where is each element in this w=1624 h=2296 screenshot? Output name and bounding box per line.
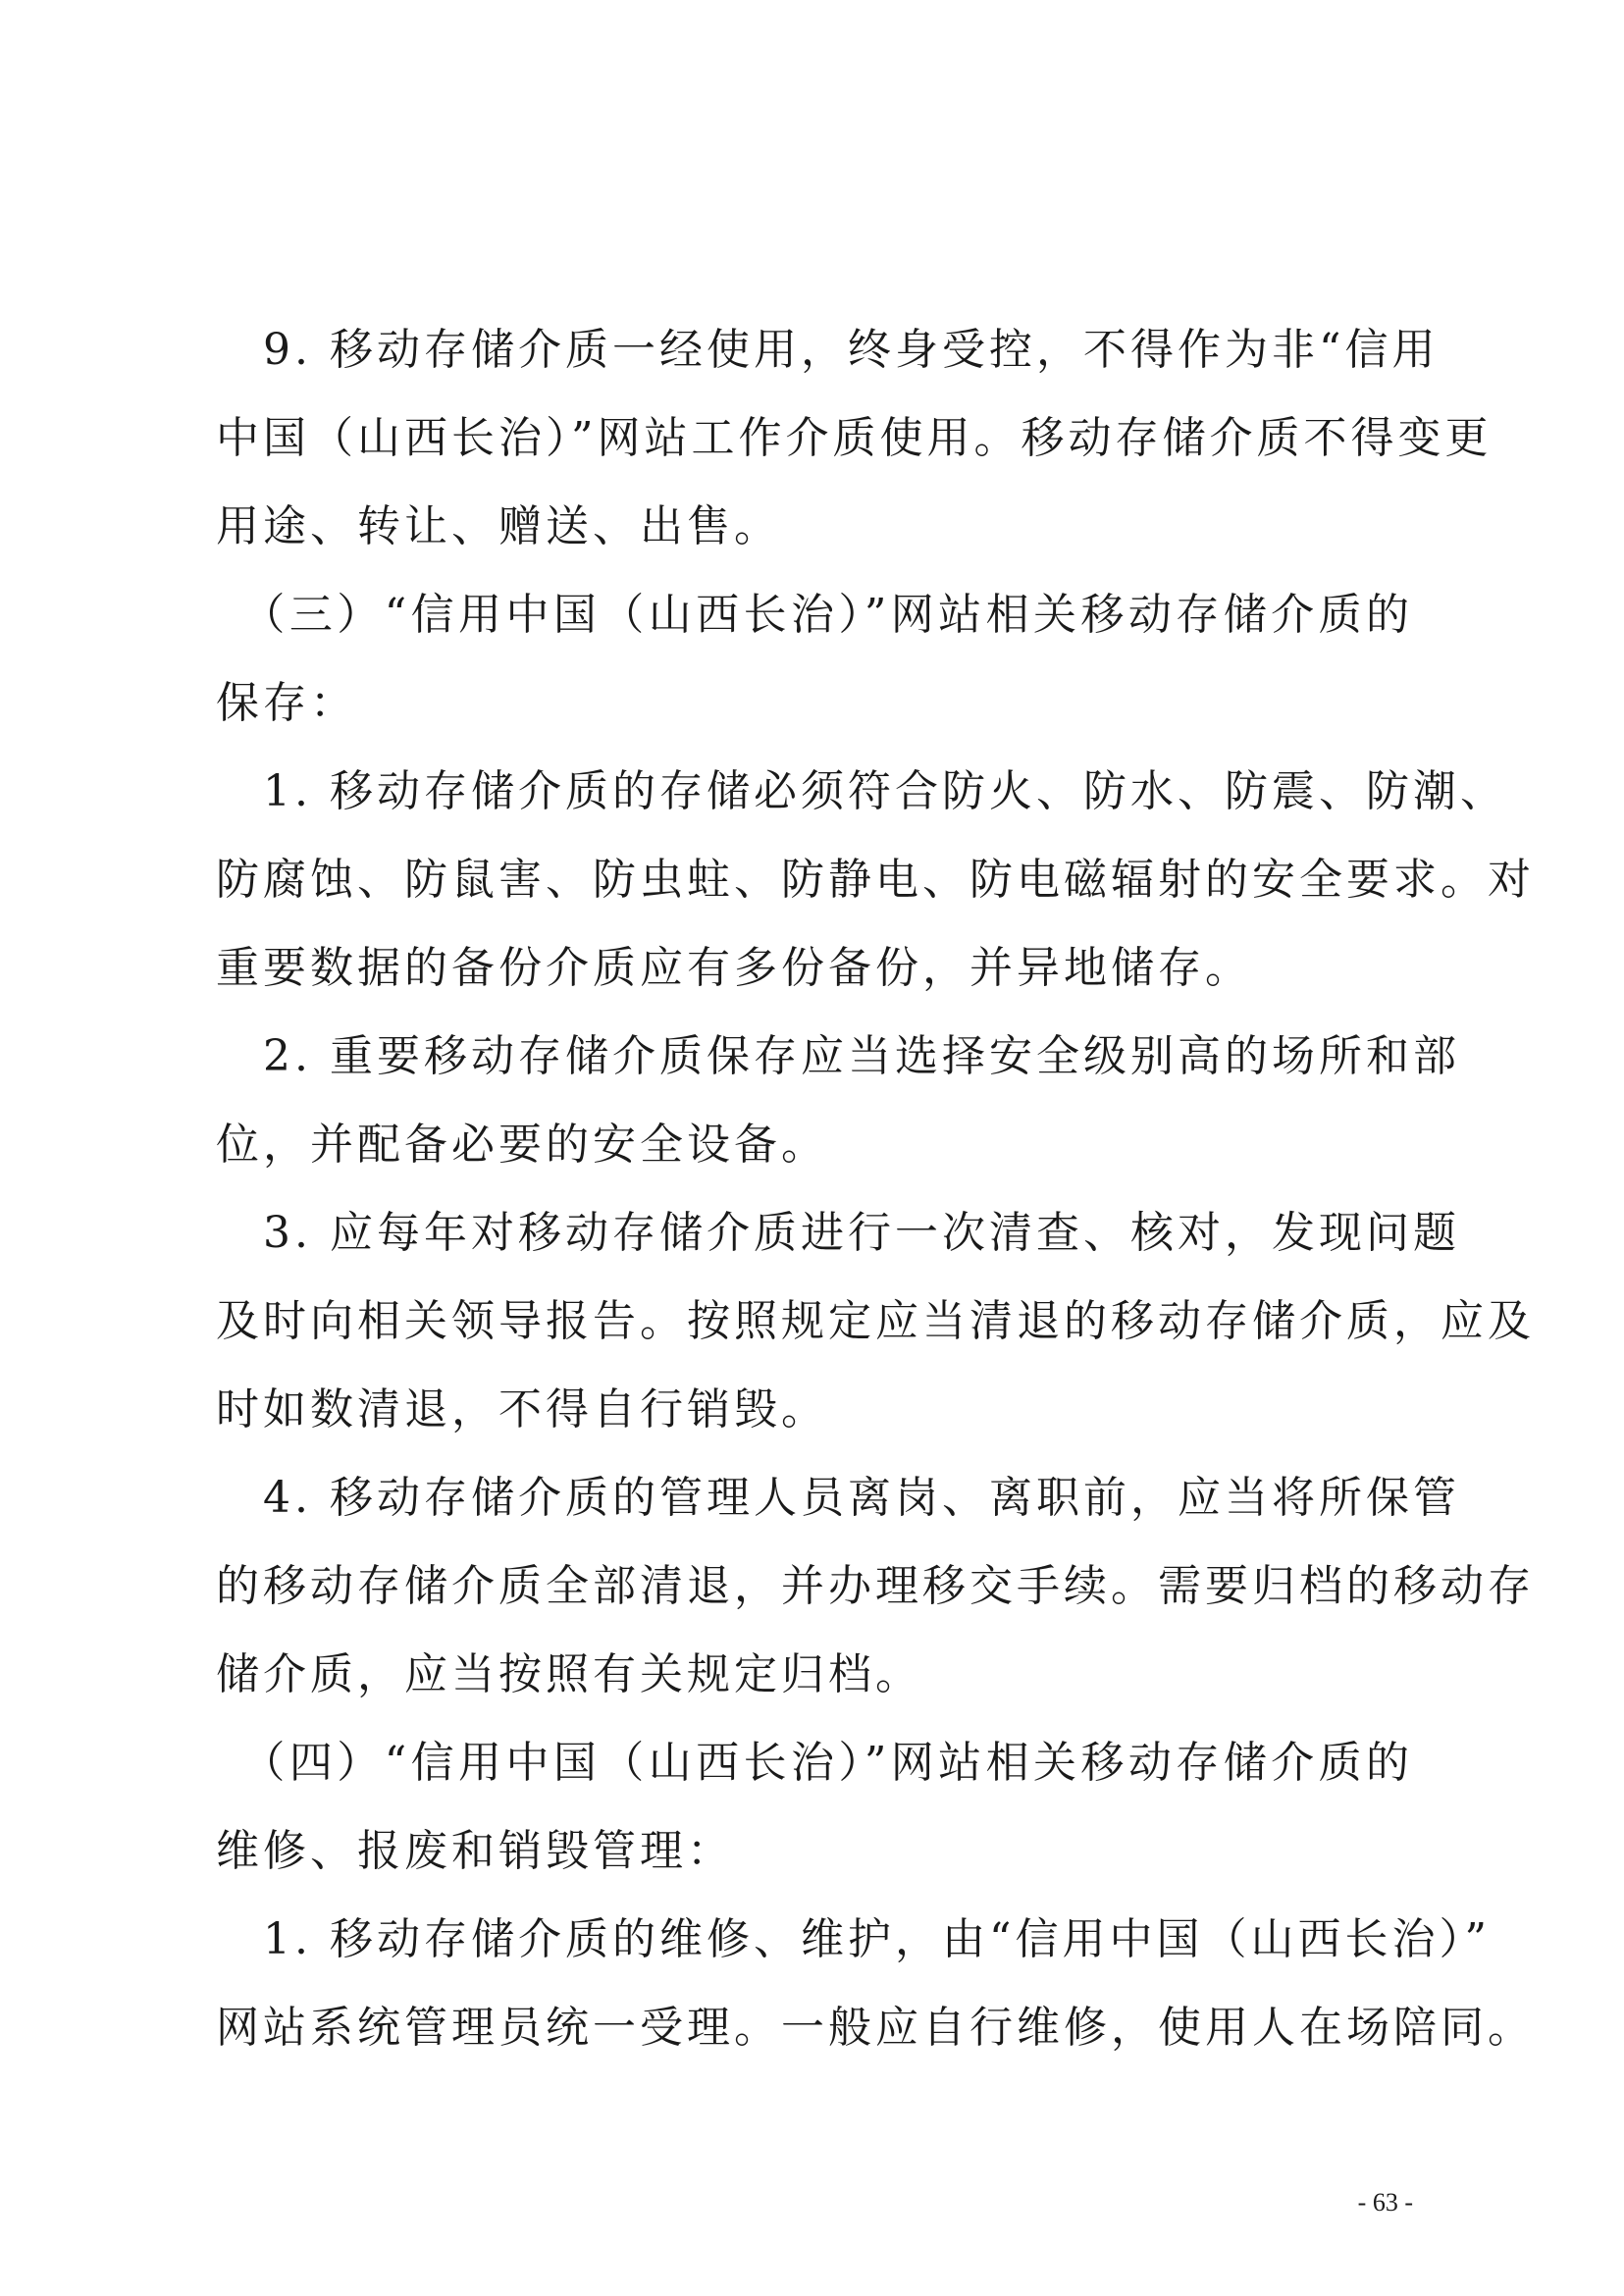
text-line: 1. 移动存储介质的维修、维护，由“信用中国（山西长治）” [216, 1914, 1491, 1964]
text-line: 重要数据的备份介质应有多份备份，并异地储存。 [216, 943, 1252, 993]
text-line: 9. 移动存储介质一经使用，终身受控，不得作为非“信用 [216, 325, 1440, 375]
text-line: 及时向相关领导报告。按照规定应当清退的移动存储介质，应及 [216, 1296, 1535, 1346]
text-line: 时如数清退，不得自行销毁。 [216, 1384, 828, 1435]
section-heading-line: （三）“信用中国（山西长治）”网站相关移动存储介质的 [216, 590, 1413, 640]
section-heading-line: （四）“信用中国（山西长治）”网站相关移动存储介质的 [216, 1738, 1413, 1788]
text-line: 4. 移动存储介质的管理人员离岗、离职前，应当将所保管 [216, 1473, 1460, 1523]
text-line: 位，并配备必要的安全设备。 [216, 1120, 828, 1170]
page-number: - 63 - [1357, 2188, 1413, 2217]
text-line: 防腐蚀、防鼠害、防虫蛀、防静电、防电磁辐射的安全要求。对 [216, 855, 1535, 905]
text-line: 的移动存储介质全部清退，并办理移交手续。需要归档的移动存 [216, 1561, 1535, 1611]
text-line: 1. 移动存储介质的存储必须符合防火、防水、防震、防潮、 [216, 766, 1507, 816]
section-heading-line: 保存： [216, 678, 357, 728]
text-line: 2. 重要移动存储介质保存应当选择安全级别高的场所和部 [216, 1031, 1460, 1081]
section-heading-line: 维修、报废和销毁管理： [216, 1826, 734, 1876]
text-line: 网站系统管理员统一受理。一般应自行维修，使用人在场陪同。 [216, 2003, 1535, 2053]
text-line: 用途、转让、赠送、出售。 [216, 501, 781, 551]
text-line: 中国（山西长治）”网站工作介质使用。移动存储介质不得变更 [216, 413, 1493, 463]
text-line: 3. 应每年对移动存储介质进行一次清查、核对，发现问题 [216, 1208, 1460, 1258]
text-line: 储介质，应当按照有关规定归档。 [216, 1649, 922, 1699]
